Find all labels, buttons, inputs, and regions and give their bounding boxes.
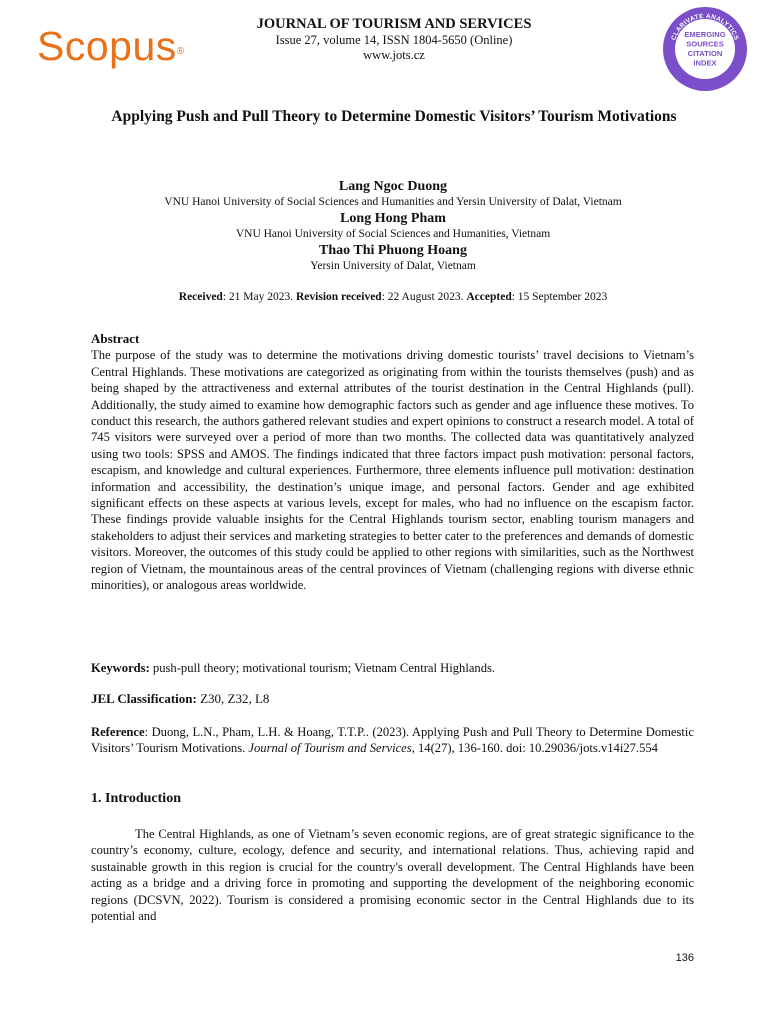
section-heading-introduction: 1. Introduction — [91, 791, 181, 806]
journal-masthead — [180, 16, 608, 63]
introduction-paragraph — [91, 826, 694, 924]
keywords-label: Keywords: — [91, 661, 150, 675]
esci-line-4: INDEX — [693, 58, 717, 68]
esci-top-arc-text: CLARIVATE ANALYTICS — [670, 12, 740, 42]
author-name: Lang Ngoc Duong — [338, 179, 448, 194]
author-affiliation: VNU Hanoi University of Social Sciences and Humanities, Vietnam — [235, 228, 551, 240]
revised-label: Revision received — [296, 291, 382, 303]
publication-dates — [60, 290, 726, 304]
abstract-text: The purpose of the study was to determine the motivations driving domestic tourists’ travel decisions to Vietnam’s Central Highlands. These motivations are categorized as originating from within the tourists themselves (push) and as being shaped by the attractiveness and external attributes of the tourist destination in the Central Highlands (pull). Additionally, the study aimed to examine how demographic factors such as gender and age influence these motives. To conduct this research, the authors gathered relevant studies and expert opinions to construct a research model. A total of 745 visitors were surveyed over a period of more than two months. The collected data was quantitatively analyzed using two tools: SPSS and AMOS. The findings indicated that three factors impact push motivation: personal factors, escapism, and knowledge and cultural experiences. Furthermore, three elements influence pull motivation: destination information and accessibility, the destination’s unique image, and personal factors. Gender and age exhibited significant effects on these aspects at various levels, except for males, who had no influence on the escapism factor. These findings provide valuable insights for the Central Highlands tourism sector, enabling tourism managers and stakeholders to adjust their services and marketing strategies to better cater to the preferences and demands of domestic visitors. Moreover, the outcomes of this study could be applied to other regions with similarities, such as the Northwest region of Vietnam, the mountainous areas of the central provinces of Vietnam (challenging regions with diverse ethnic minorities), or analogous areas worldwide. — [91, 348, 694, 593]
received-label: Received — [178, 291, 223, 303]
scopus-logo — [37, 22, 185, 70]
jel-codes: Z30, Z32, L8 — [196, 691, 270, 706]
received-date: : 21 May 2023. — [222, 291, 296, 303]
esci-line-3: CITATION — [687, 49, 723, 58]
jel-classification — [91, 691, 694, 707]
author-affiliation: Yersin University of Dalat, Vietnam — [310, 260, 476, 272]
reference-text: : Duong, L.N., Pham, L.H. & Hoang, T.T.P.. (2023). Applying Push and Pull Theory to Determine Domestic Visitors’ Tourism Motivations. — [91, 725, 694, 756]
esci-badge-icon — [662, 6, 748, 92]
reference-tail: , 14(27), 136-160. doi: 10.29036/jots.v14i27.554 — [411, 741, 658, 756]
abstract-heading: Abstract — [91, 331, 140, 346]
reference-section — [91, 724, 694, 757]
keywords-section — [91, 660, 694, 676]
keywords-text: push-pull theory; motivational tourism; Vietnam Central Highlands. — [149, 661, 496, 675]
accepted-label: Accepted — [466, 291, 512, 303]
reference-journal: Journal of Tourism and Services — [248, 741, 412, 756]
esci-bottom-arc-text: INDEXED — [690, 65, 720, 76]
author-name: Long Hong Pham — [340, 211, 446, 226]
author-name: Thao Thi Phuong Hoang — [319, 243, 467, 258]
article-title: Applying Push and Pull Theory to Determine Domestic Visitors’ Tourism Motivations — [111, 108, 677, 125]
author-affiliation: VNU Hanoi University of Social Sciences and Humanities and Yersin University of Dalat, Vietnam — [164, 196, 622, 208]
abstract-section — [91, 331, 694, 594]
author-block — [60, 178, 726, 274]
journal-title: JOURNAL OF TOURISM AND SERVICES — [256, 16, 532, 32]
esci-line-2: SOURCES — [686, 39, 724, 49]
issue-line: Issue 27, volume 14, ISSN 1804-5650 (Online) — [275, 33, 513, 47]
journal-website: www.jots.cz — [363, 48, 425, 62]
introduction-text: The Central Highlands, as one of Vietnam’s seven economic regions, are of great strategic significance to the country’s economy, culture, ecology, defence and security, and international relations. Thus, achieving rapid and sustainable growth in this region is crucial for the country's overall development. The Central Highlands have been acting as a bridge and a driving force in promoting and supporting the development of the neighboring economic regions (DCSVN, 2022). Tourism is considered a promising economic sector in the Central Highlands due to its potential and — [91, 827, 694, 924]
esci-line-1: EMERGING — [684, 30, 726, 39]
jel-label: JEL Classification: — [91, 691, 197, 706]
reference-label: Reference — [91, 725, 145, 739]
accepted-date: : 15 September 2023 — [511, 291, 608, 303]
revised-date: : 22 August 2023. — [381, 291, 467, 303]
page-number: 136 — [675, 952, 694, 964]
scopus-logo-mark: ® — [176, 46, 185, 57]
scopus-logo-text: Scopus — [37, 23, 177, 69]
